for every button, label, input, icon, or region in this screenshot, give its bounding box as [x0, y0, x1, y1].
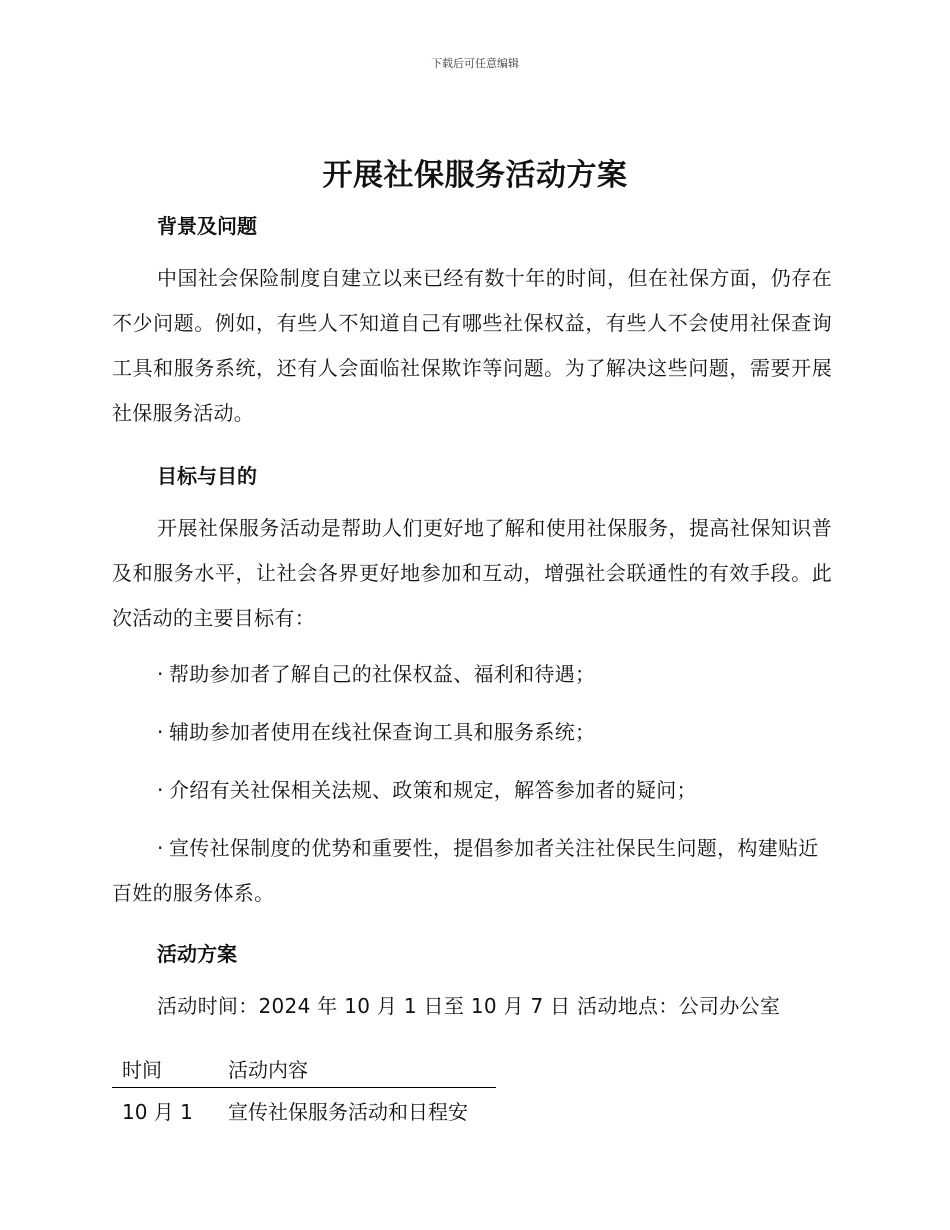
goal-bullet-3: · 介绍有关社保相关法规、政策和规定，解答参加者的疑问；	[157, 778, 697, 802]
document-title: 开展社保服务活动方案	[322, 158, 628, 193]
table-header-time: 时间	[112, 1050, 218, 1088]
goal-bullet-4: · 宣传社保制度的优势和重要性，提倡参加者关注社保民生问题，构建贴近百姓的服务体系。	[112, 836, 819, 905]
schedule-table	[112, 1050, 496, 1129]
table-cell-time: 10 月 1	[122, 1100, 193, 1124]
table-cell-content: 宣传社保服务活动和日程安	[228, 1100, 468, 1124]
section-heading-plan: 活动方案	[157, 942, 237, 966]
plan-info-line: 活动时间：2024 年 10 月 1 日至 10 月 7 日 活动地点：公司办公室	[157, 994, 781, 1018]
table-header-content: 活动内容	[218, 1050, 496, 1088]
section-heading-goals: 目标与目的	[157, 464, 257, 488]
goal-bullet-2-text: 辅助参加者使用在线社保查询工具和服务系统；	[169, 720, 596, 744]
goals-paragraph: 开展社保服务活动是帮助人们更好地了解和使用社保服务，提高社保知识普及和服务水平，让社会各界更好地参加和互动，增强社会联通性的有效手段。此次活动的主要目标有：	[112, 516, 832, 630]
background-paragraph: 中国社会保险制度自建立以来已经有数十年的时间，但在社保方面，仍存在不少问题。例如，有些人不知道自己有哪些社保权益，有些人不会使用社保查询工具和服务系统，还有人会面临社保欺诈等问题。为了解决这些问题，需要开展社保服务活动。	[112, 266, 832, 425]
goal-bullet-1: · 帮助参加者了解自己的社保权益、福利和待遇；	[157, 662, 596, 686]
goal-bullet-2: · 辅助参加者使用在线社保查询工具和服务系统；	[157, 720, 596, 744]
goal-bullet-4-text: 宣传社保制度的优势和重要性，提倡参加者关注社保民生问题，构建贴近百姓的服务体系。	[112, 836, 819, 905]
schedule-table-header-row	[112, 1050, 496, 1088]
table-row	[112, 1088, 496, 1130]
goal-bullet-3-text: 介绍有关社保相关法规、政策和规定，解答参加者的疑问；	[169, 778, 697, 802]
header-note: 下载后可任意编辑	[431, 57, 519, 70]
section-heading-background: 背景及问题	[157, 214, 257, 238]
goal-bullet-1-text: 帮助参加者了解自己的社保权益、福利和待遇；	[169, 662, 596, 686]
